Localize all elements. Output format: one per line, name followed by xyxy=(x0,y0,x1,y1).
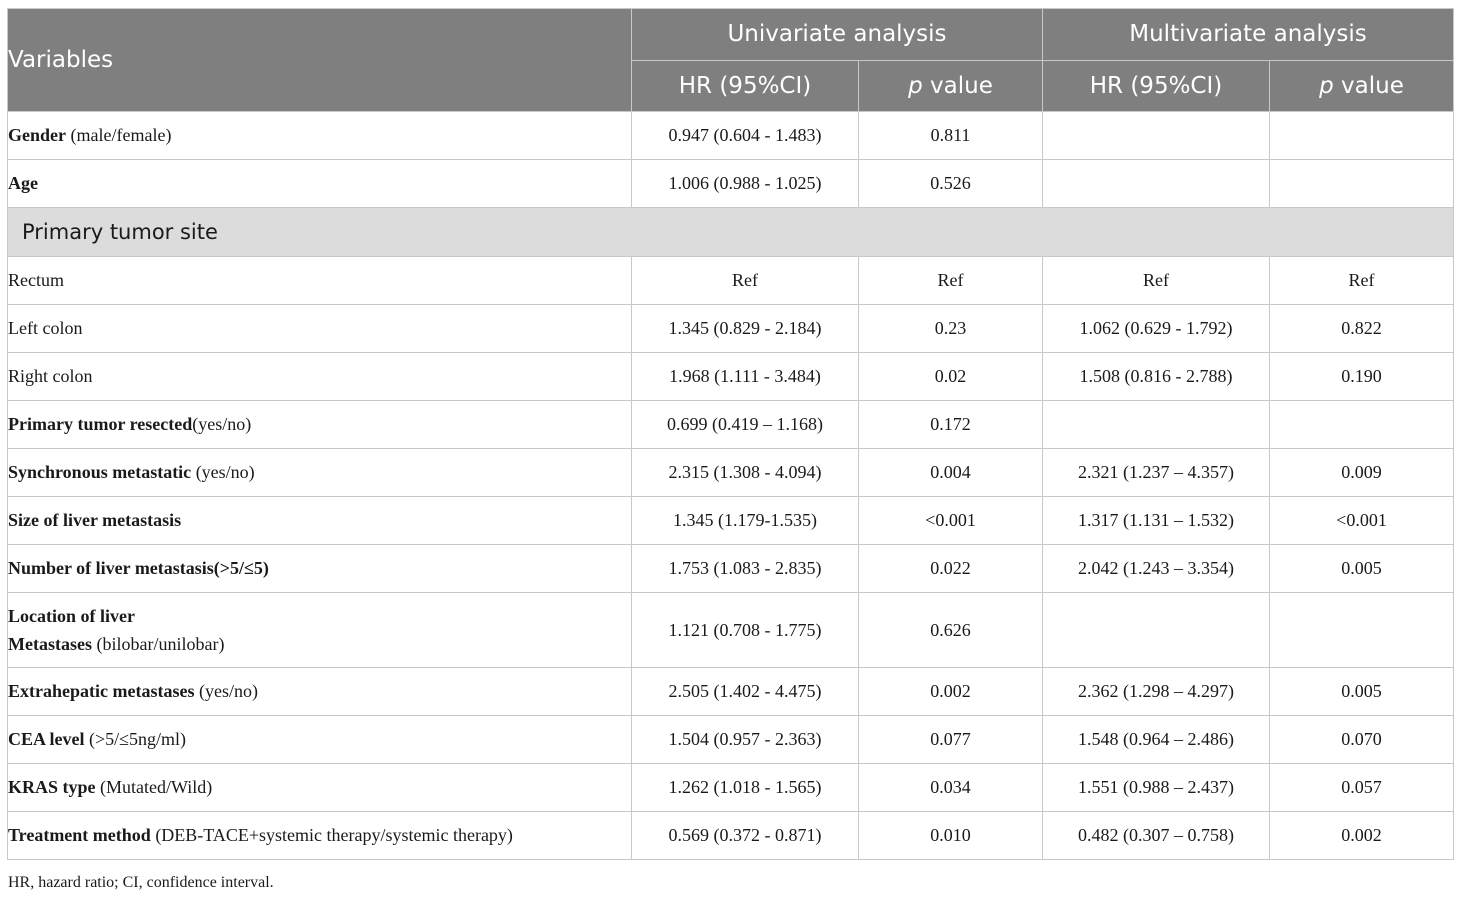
multi-hr-cell xyxy=(1043,401,1270,449)
multi-p-cell: 0.005 xyxy=(1270,545,1454,593)
multi-hr-cell xyxy=(1043,160,1270,208)
table-row xyxy=(8,716,1454,764)
table-row xyxy=(8,305,1454,353)
uni-p-cell: 0.526 xyxy=(859,160,1043,208)
uni-hr-cell: 1.262 (1.018 - 1.565) xyxy=(632,764,859,812)
uni-p-cell: Ref xyxy=(859,257,1043,305)
multi-hr-cell: 1.551 (0.988 – 2.437) xyxy=(1043,764,1270,812)
table-row xyxy=(8,593,1454,668)
univariate-header: Univariate analysis xyxy=(632,9,1043,61)
multi-p-cell: 0.005 xyxy=(1270,668,1454,716)
multi-p-cell xyxy=(1270,401,1454,449)
uni-p-cell: 0.811 xyxy=(859,112,1043,160)
uni-hr-cell: 0.569 (0.372 - 0.871) xyxy=(632,812,859,860)
uni-p-cell: 0.022 xyxy=(859,545,1043,593)
uni-p-cell: <0.001 xyxy=(859,497,1043,545)
uni-hr-cell: 0.947 (0.604 - 1.483) xyxy=(632,112,859,160)
uni-hr-cell: 1.121 (0.708 - 1.775) xyxy=(632,593,859,668)
uni-hr-cell: 1.345 (1.179-1.535) xyxy=(632,497,859,545)
variables-header: Variables xyxy=(8,9,632,112)
multi-hr-cell xyxy=(1043,593,1270,668)
multi-p-cell xyxy=(1270,160,1454,208)
variable-cell: Right colon xyxy=(8,353,632,401)
uni-p-cell: 0.172 xyxy=(859,401,1043,449)
uni-hr-cell: 2.315 (1.308 - 4.094) xyxy=(632,449,859,497)
table-row xyxy=(8,401,1454,449)
uni-p-cell: 0.034 xyxy=(859,764,1043,812)
multivariate-header: Multivariate analysis xyxy=(1043,9,1454,61)
multi-hr-cell: 1.508 (0.816 - 2.788) xyxy=(1043,353,1270,401)
multi-hr-cell: 2.321 (1.237 – 4.357) xyxy=(1043,449,1270,497)
multi-p-cell: 0.002 xyxy=(1270,812,1454,860)
multi-hr-cell: 2.362 (1.298 – 4.297) xyxy=(1043,668,1270,716)
section-row xyxy=(8,208,1454,257)
table-row xyxy=(8,112,1454,160)
table-row xyxy=(8,257,1454,305)
uni-hr-cell: 1.753 (1.083 - 2.835) xyxy=(632,545,859,593)
cox-regression-table xyxy=(7,8,1454,860)
multi-p-cell xyxy=(1270,593,1454,668)
table-footnote: HR, hazard ratio; CI, confidence interval. xyxy=(8,874,274,891)
table-row xyxy=(8,764,1454,812)
variable-cell: Treatment method (DEB-TACE+systemic therapy/systemic therapy) xyxy=(8,812,632,860)
multi-hr-cell: 0.482 (0.307 – 0.758) xyxy=(1043,812,1270,860)
table-row xyxy=(8,160,1454,208)
multi-p-cell: 0.190 xyxy=(1270,353,1454,401)
multi-hr-cell xyxy=(1043,112,1270,160)
variable-cell: Synchronous metastatic (yes/no) xyxy=(8,449,632,497)
table-row xyxy=(8,668,1454,716)
uni-hr-cell: 2.505 (1.402 - 4.475) xyxy=(632,668,859,716)
uni-hr-cell: 1.345 (0.829 - 2.184) xyxy=(632,305,859,353)
table-row xyxy=(8,545,1454,593)
multi-p-cell: Ref xyxy=(1270,257,1454,305)
uni-hr-cell: 1.006 (0.988 - 1.025) xyxy=(632,160,859,208)
uni-p-cell: 0.626 xyxy=(859,593,1043,668)
table-row xyxy=(8,812,1454,860)
uni-hr-header: HR (95%CI) xyxy=(632,60,859,112)
multi-hr-cell: 1.317 (1.131 – 1.532) xyxy=(1043,497,1270,545)
variable-cell: Extrahepatic metastases (yes/no) xyxy=(8,668,632,716)
table-row xyxy=(8,353,1454,401)
uni-hr-cell: 1.968 (1.111 - 3.484) xyxy=(632,353,859,401)
variable-cell: Rectum xyxy=(8,257,632,305)
table-row xyxy=(8,497,1454,545)
variable-cell: CEA level (>5/≤5ng/ml) xyxy=(8,716,632,764)
variable-cell: Size of liver metastasis xyxy=(8,497,632,545)
variable-cell: Gender (male/female) xyxy=(8,112,632,160)
uni-p-cell: 0.004 xyxy=(859,449,1043,497)
multi-p-cell: 0.070 xyxy=(1270,716,1454,764)
variable-cell: Number of liver metastasis(>5/≤5) xyxy=(8,545,632,593)
uni-p-cell: 0.02 xyxy=(859,353,1043,401)
variable-cell: Left colon xyxy=(8,305,632,353)
multi-hr-header: HR (95%CI) xyxy=(1043,60,1270,112)
multi-hr-cell: 2.042 (1.243 – 3.354) xyxy=(1043,545,1270,593)
multi-p-cell: 0.009 xyxy=(1270,449,1454,497)
uni-hr-cell: 0.699 (0.419 – 1.168) xyxy=(632,401,859,449)
multi-p-cell: 0.822 xyxy=(1270,305,1454,353)
multi-p-cell: <0.001 xyxy=(1270,497,1454,545)
uni-hr-cell: Ref xyxy=(632,257,859,305)
variable-cell: KRAS type (Mutated/Wild) xyxy=(8,764,632,812)
multi-hr-cell: 1.548 (0.964 – 2.486) xyxy=(1043,716,1270,764)
variable-cell: Primary tumor resected(yes/no) xyxy=(8,401,632,449)
multi-p-cell: 0.057 xyxy=(1270,764,1454,812)
section-label: Primary tumor site xyxy=(8,208,1454,257)
multi-p-cell xyxy=(1270,112,1454,160)
uni-p-cell: 0.23 xyxy=(859,305,1043,353)
uni-p-header: p value xyxy=(859,60,1043,112)
variable-cell: Location of liver Metastases (bilobar/unilobar) xyxy=(8,593,632,668)
table-row xyxy=(8,449,1454,497)
multi-p-header: p value xyxy=(1270,60,1454,112)
uni-hr-cell: 1.504 (0.957 - 2.363) xyxy=(632,716,859,764)
variable-cell: Age xyxy=(8,160,632,208)
multi-hr-cell: Ref xyxy=(1043,257,1270,305)
multi-hr-cell: 1.062 (0.629 - 1.792) xyxy=(1043,305,1270,353)
uni-p-cell: 0.077 xyxy=(859,716,1043,764)
uni-p-cell: 0.010 xyxy=(859,812,1043,860)
uni-p-cell: 0.002 xyxy=(859,668,1043,716)
